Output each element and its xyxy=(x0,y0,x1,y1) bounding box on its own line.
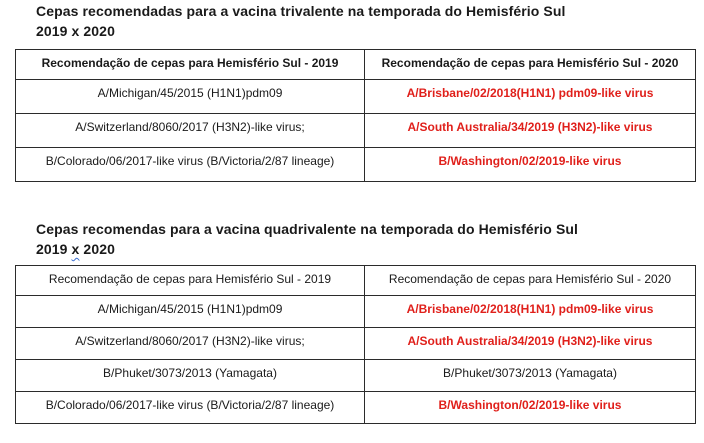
heading-year-2019: 2019 xyxy=(36,241,72,257)
table-header-row xyxy=(16,266,696,296)
table-row xyxy=(16,148,696,182)
strain-2019-h1n1: A/Michigan/45/2015 (H1N1)pdm09 xyxy=(16,80,365,114)
quadrivalent-heading xyxy=(36,219,578,259)
trivalent-heading-line2: 2019 x 2020 xyxy=(36,23,115,39)
strain-2020-b-yamagata: B/Phuket/3073/2013 (Yamagata) xyxy=(365,360,696,392)
table-row xyxy=(16,114,696,148)
column-header-2019: Recomendação de cepas para Hemisfério Sul - 2019 xyxy=(16,50,365,80)
table-row xyxy=(16,328,696,360)
spellcheck-flagged-x: x xyxy=(71,241,80,257)
table-header-row xyxy=(16,50,696,80)
column-header-2019: Recomendação de cepas para Hemisfério Sul - 2019 xyxy=(16,266,365,296)
strain-2020-h1n1: A/Brisbane/02/2018(H1N1) pdm09-like virus xyxy=(365,296,696,328)
trivalent-heading xyxy=(36,1,565,41)
strain-2020-h3n2: A/South Australia/34/2019 (H3N2)-like virus xyxy=(365,328,696,360)
strain-2019-b-victoria: B/Colorado/06/2017-like virus (B/Victoria/2/87 lineage) xyxy=(16,148,365,182)
strain-2019-h3n2: A/Switzerland/8060/2017 (H3N2)-like virus; xyxy=(16,114,365,148)
strain-2020-h1n1: A/Brisbane/02/2018(H1N1) pdm09-like virus xyxy=(365,80,696,114)
strain-2019-b-yamagata: B/Phuket/3073/2013 (Yamagata) xyxy=(16,360,365,392)
quadrivalent-heading-line1: Cepas recomendas para a vacina quadrivalente na temporada do Hemisfério Sul xyxy=(36,221,579,237)
trivalent-table xyxy=(15,49,696,182)
strain-2020-h3n2: A/South Australia/34/2019 (H3N2)-like virus xyxy=(365,114,696,148)
heading-year-2020: 2020 xyxy=(79,241,115,257)
table-row xyxy=(16,296,696,328)
column-header-2020: Recomendação de cepas para Hemisfério Sul - 2020 xyxy=(365,266,696,296)
table-row xyxy=(16,360,696,392)
table-row xyxy=(16,80,696,114)
strain-2019-h1n1: A/Michigan/45/2015 (H1N1)pdm09 xyxy=(16,296,365,328)
trivalent-heading-line1: Cepas recomendadas para a vacina trivalente na temporada do Hemisfério Sul xyxy=(36,3,566,19)
quadrivalent-heading-line2 xyxy=(36,239,578,259)
table-row xyxy=(16,392,696,424)
column-header-2020: Recomendação de cepas para Hemisfério Sul - 2020 xyxy=(365,50,696,80)
strain-2020-b-victoria: B/Washington/02/2019-like virus xyxy=(365,148,696,182)
strain-2019-b-victoria: B/Colorado/06/2017-like virus (B/Victoria/2/87 lineage) xyxy=(16,392,365,424)
strain-2020-b-victoria: B/Washington/02/2019-like virus xyxy=(365,392,696,424)
strain-2019-h3n2: A/Switzerland/8060/2017 (H3N2)-like virus; xyxy=(16,328,365,360)
quadrivalent-table xyxy=(15,265,696,424)
